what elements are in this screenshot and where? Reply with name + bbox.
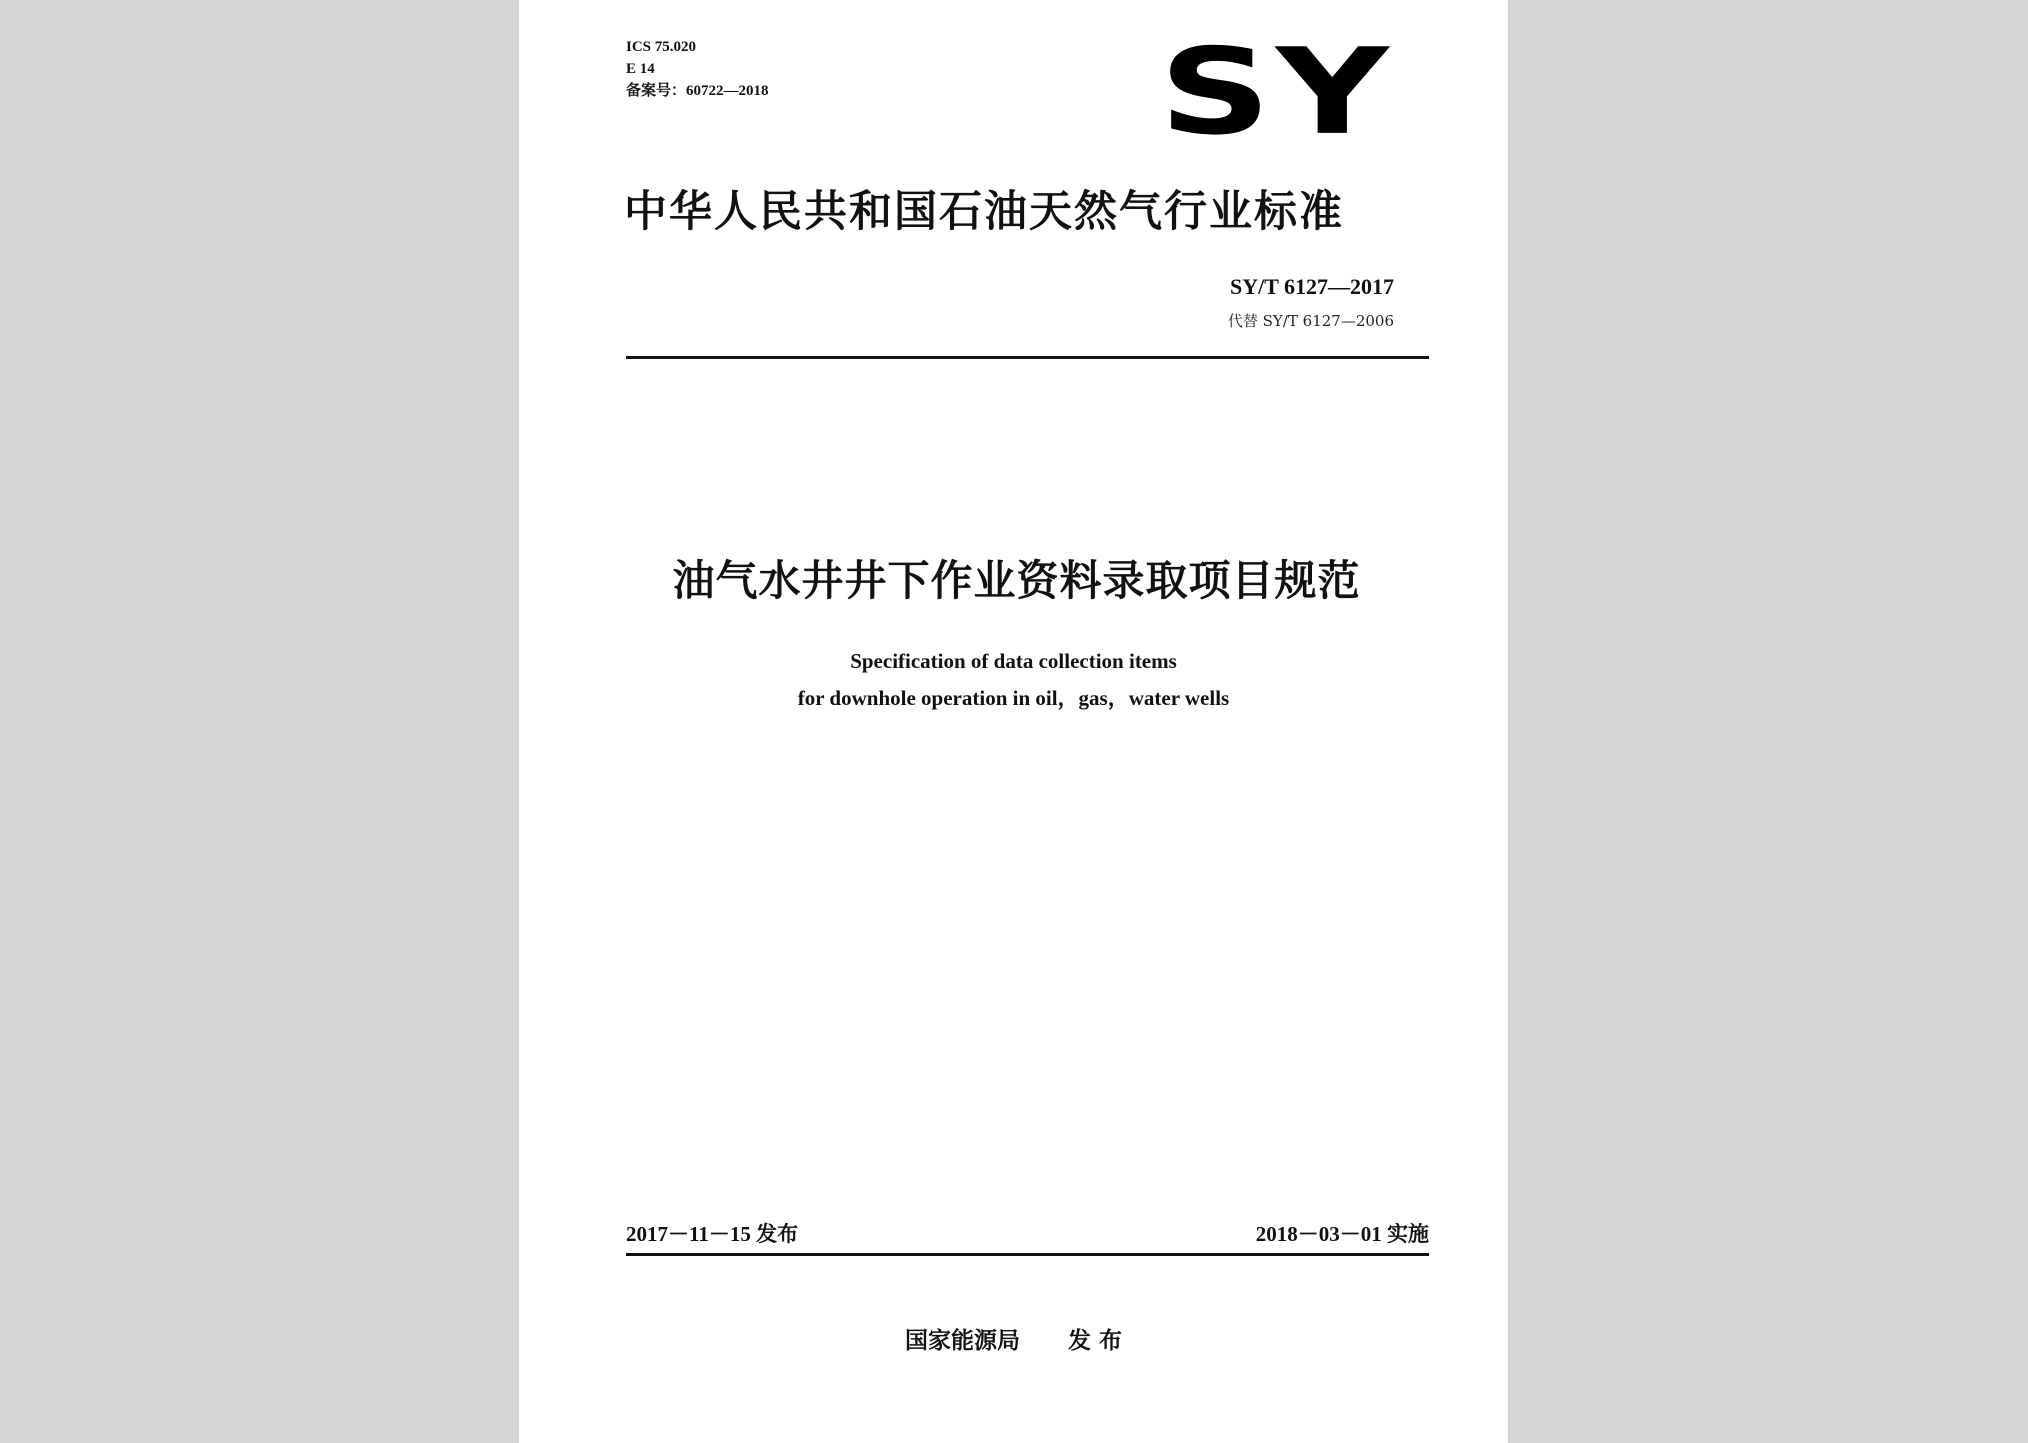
standard-title: 中华人民共和国石油天然气行业标准 — [624, 187, 1344, 237]
replaces-note: 代替 SY/T 6127—2006 — [1227, 312, 1394, 330]
effective-date: 2018－03－01 实施 — [1255, 1222, 1429, 1246]
document-title-en — [519, 643, 1508, 717]
issue-date: 2017－11－15 发布 — [626, 1222, 799, 1246]
divider-bottom — [626, 1253, 1429, 1256]
sy-logo: SY — [1159, 23, 1394, 162]
title-en-line-2: for downhole operation in oil，gas，water wells — [797, 686, 1230, 710]
record-number: 备案号：60722—2018 — [626, 83, 769, 99]
issue-action: 发 布 — [1067, 1328, 1122, 1354]
issuer-name: 国家能源局 — [904, 1328, 1020, 1354]
ics-code: ICS 75.020 — [626, 39, 697, 55]
standard-code: SY/T 6127—2017 — [1229, 274, 1394, 299]
publisher-line — [519, 1322, 1508, 1355]
title-en-line-1: Specification of data collection items — [850, 649, 1177, 673]
divider-top — [626, 356, 1429, 359]
document-page — [519, 0, 1508, 1443]
document-title-cn: 油气水井井下作业资料录取项目规范 — [672, 556, 1361, 605]
metadata-block — [626, 36, 769, 102]
classification-code: E 14 — [626, 61, 655, 77]
